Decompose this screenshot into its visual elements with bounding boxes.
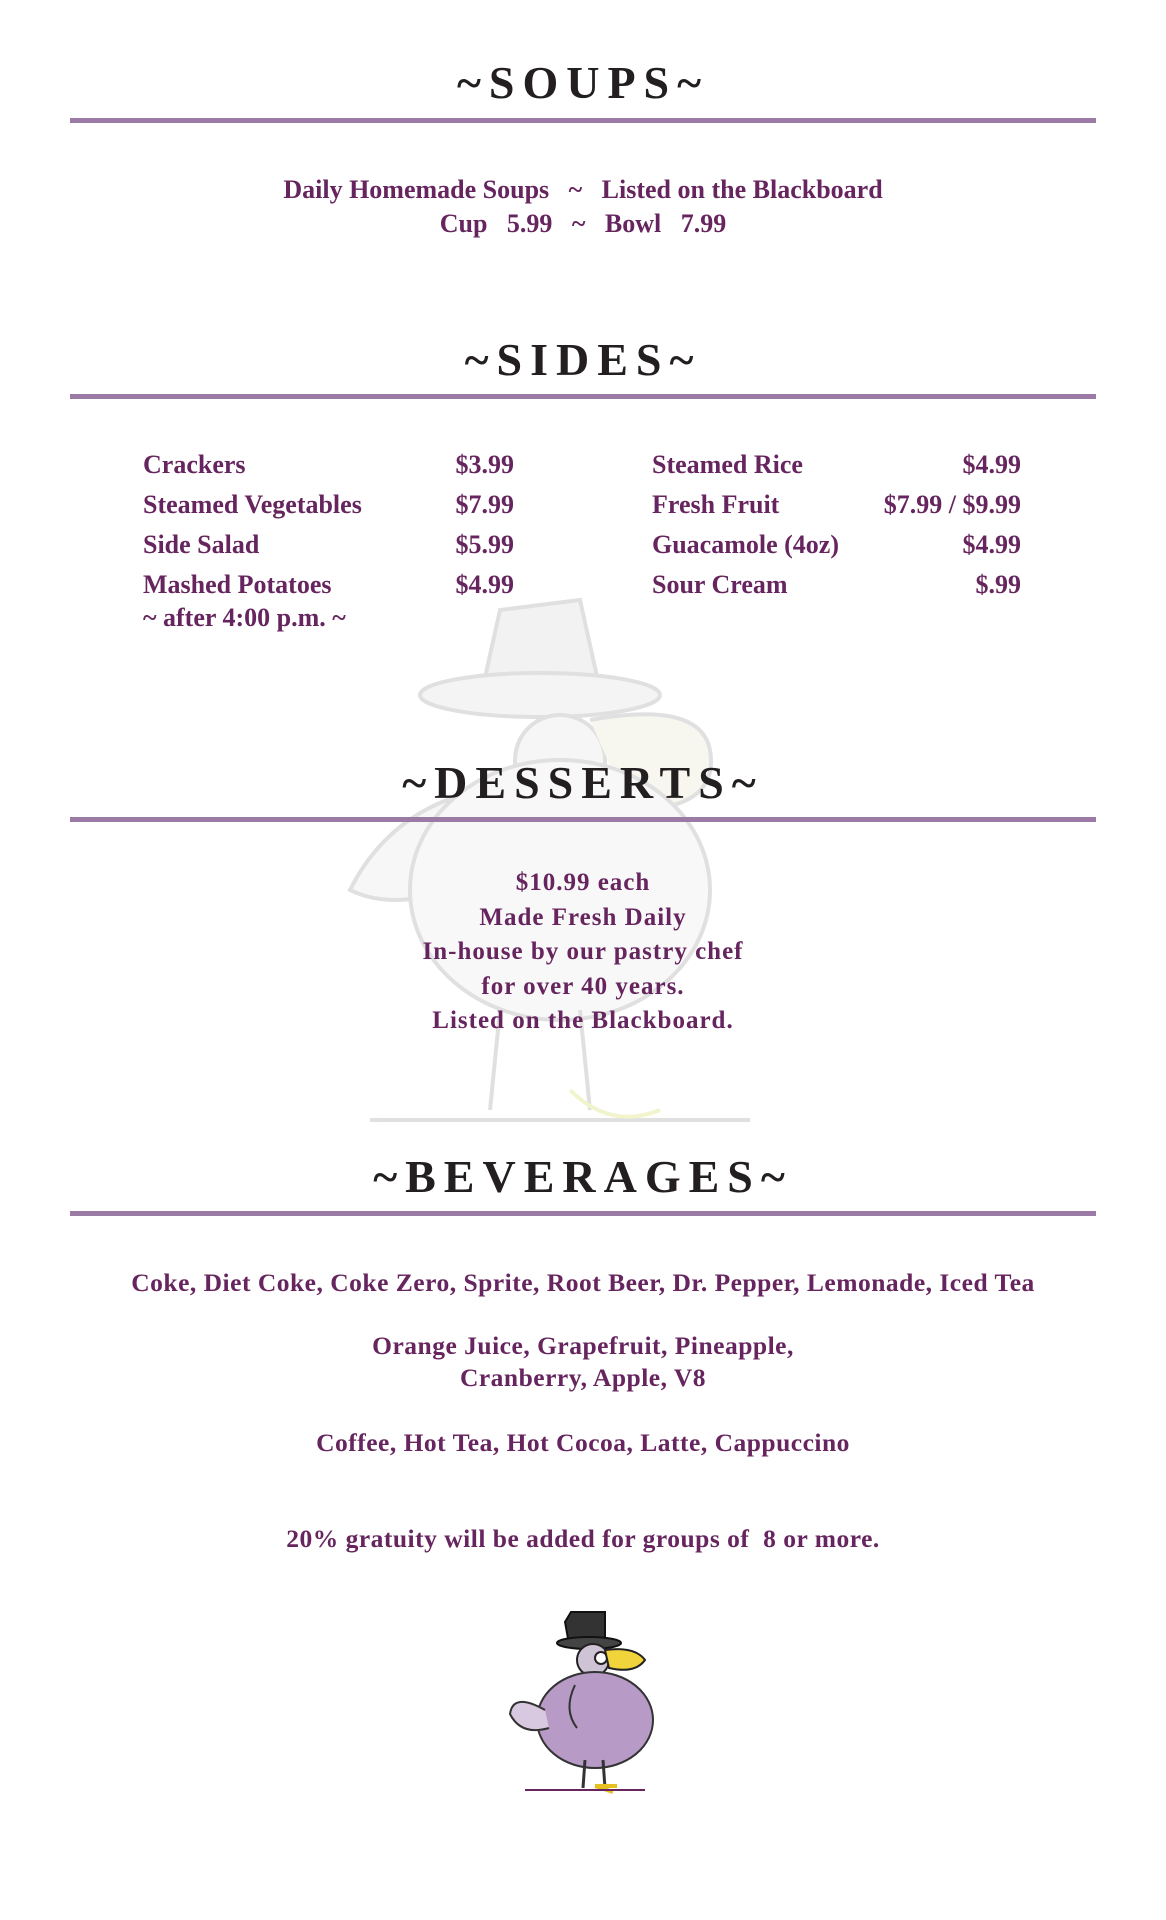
side-item-price: $4.99 xyxy=(962,530,1021,559)
side-item-name: Guacamole (4oz) xyxy=(652,530,840,559)
side-item-name: Side Salad xyxy=(143,530,260,559)
beverages-heading: ~BEVERAGES~ xyxy=(373,1151,793,1202)
desserts-info xyxy=(0,866,1166,1039)
desserts-heading: ~DESSERTS~ xyxy=(402,757,764,808)
desserts-line: Made Fresh Daily xyxy=(479,903,687,931)
side-item-name: Fresh Fruit xyxy=(652,490,780,519)
side-item-price: $4.99 xyxy=(455,570,514,599)
beverages-soft-drinks: Coke, Diet Coke, Coke Zero, Sprite, Root Beer, Dr. Pepper, Lemonade, Iced Tea xyxy=(131,1268,1035,1297)
side-item-price: $3.99 xyxy=(455,450,514,479)
side-item-price: $7.99 xyxy=(455,490,514,519)
soups-info xyxy=(0,173,1166,241)
side-item-note: ~ after 4:00 p.m. ~ xyxy=(143,603,346,632)
beverages-juices-line: Cranberry, Apple, V8 xyxy=(459,1363,707,1392)
desserts-divider xyxy=(70,817,1096,822)
beverages-juices-line: Orange Juice, Grapefruit, Pineapple, xyxy=(372,1331,794,1360)
side-item-name: Sour Cream xyxy=(652,570,788,599)
sides-divider xyxy=(70,394,1096,399)
soups-divider xyxy=(70,118,1096,123)
desserts-line: for over 40 years. xyxy=(481,972,685,1000)
soups-heading: ~SOUPS~ xyxy=(456,57,710,108)
side-item-price: $5.99 xyxy=(455,530,514,559)
desserts-line: $10.99 each xyxy=(515,869,651,896)
desserts-line: Listed on the Blackboard. xyxy=(432,1007,734,1034)
side-item-price: $7.99 / $9.99 xyxy=(883,490,1021,519)
soups-description: Daily Homemade Soups ~ Listed on the Blackboard xyxy=(283,175,883,204)
soups-prices: Cup 5.99 ~ Bowl 7.99 xyxy=(439,209,727,238)
dodo-bird-top-hat-icon xyxy=(505,1610,665,1810)
beverages-hot-drinks: Coffee, Hot Tea, Hot Cocoa, Latte, Cappuccino xyxy=(316,1428,850,1457)
side-item-name: Steamed Rice xyxy=(652,450,803,479)
side-item-price: $.99 xyxy=(975,570,1021,599)
beverages-divider xyxy=(70,1211,1096,1216)
side-item-price: $4.99 xyxy=(962,450,1021,479)
gratuity-note: 20% gratuity will be added for groups of 8 or more. xyxy=(286,1524,880,1553)
desserts-line: In-house by our pastry chef xyxy=(422,938,744,965)
side-item-name: Steamed Vegetables xyxy=(143,490,362,519)
sides-heading: ~SIDES~ xyxy=(464,334,702,385)
side-item-name: Mashed Potatoes xyxy=(143,570,332,599)
side-item-name: Crackers xyxy=(143,450,246,479)
beverages-juices xyxy=(0,1330,1166,1394)
